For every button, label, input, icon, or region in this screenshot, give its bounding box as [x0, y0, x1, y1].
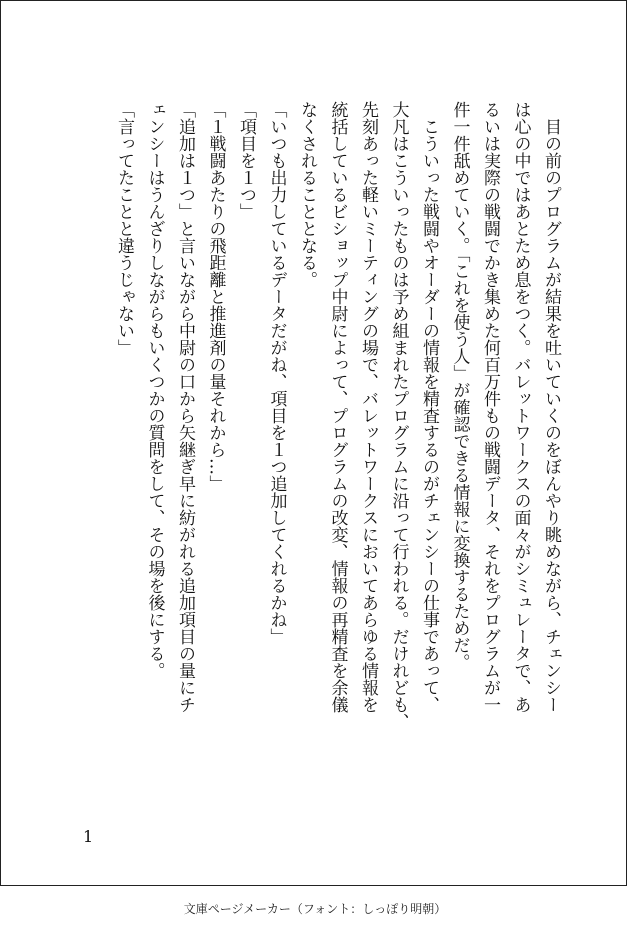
footer-credit: 文庫ページメーカー（フォント：しっぽり明朝） — [183, 902, 447, 916]
text-line-7: 先刻あった軽いミーティングの場で、バレットワークスにおいてあらゆる情報を — [358, 101, 378, 713]
text-line-10: 「いつも出力しているデータだがね、項目を１つ追加してくれるかね」 — [266, 101, 287, 645]
text-line-12: 「１戦闘あたりの飛距離と推進剤の量それから…」 — [205, 101, 226, 492]
text-line-11: 「項目を１つ」 — [236, 101, 256, 220]
text-line-14: ェンシーはうんざりしながらもいくつかの質問をして、その場を後にする。 — [144, 101, 165, 679]
text-line-1: 目の前のプログラムが結果を吐いていくのをぼんやり眺めながら、チェンシー — [541, 101, 561, 713]
text-line-5: こういった戦闘やオーダーの情報を精査するのがチェンシーの仕事であって、 — [419, 101, 439, 713]
text-line-3: るいは実際の戦闘でかき集めた何百万件もの戦闘データ、それをプログラムが一 — [480, 101, 500, 713]
text-line-8: 統括しているビショップ中尉によって、プログラムの改変、情報の再精査を余儀 — [327, 101, 348, 713]
text-line-9: なくされることとなる。 — [297, 101, 317, 288]
text-line-15: 「言ってたことと違うじゃない」 — [114, 101, 134, 356]
text-line-2: は心の中ではあとため息をつく。バレットワークスの面々がシミュレータで、あ — [510, 101, 531, 713]
text-line-13: 「追加は１つ」と言いながら中尉の口から矢継ぎ早に紡がれる追加項目の量にチ — [175, 101, 195, 713]
text-line-6: 大凡はこういったものは予め組まれたプログラムに沿って行われる。だけれども、 — [388, 101, 409, 730]
page-number: 1 — [83, 827, 94, 846]
text-line-4: 件一件舐めていく。「これを使う人」が確認できる情報に変換するためだ。 — [449, 101, 470, 671]
body-text — [46, 101, 566, 791]
